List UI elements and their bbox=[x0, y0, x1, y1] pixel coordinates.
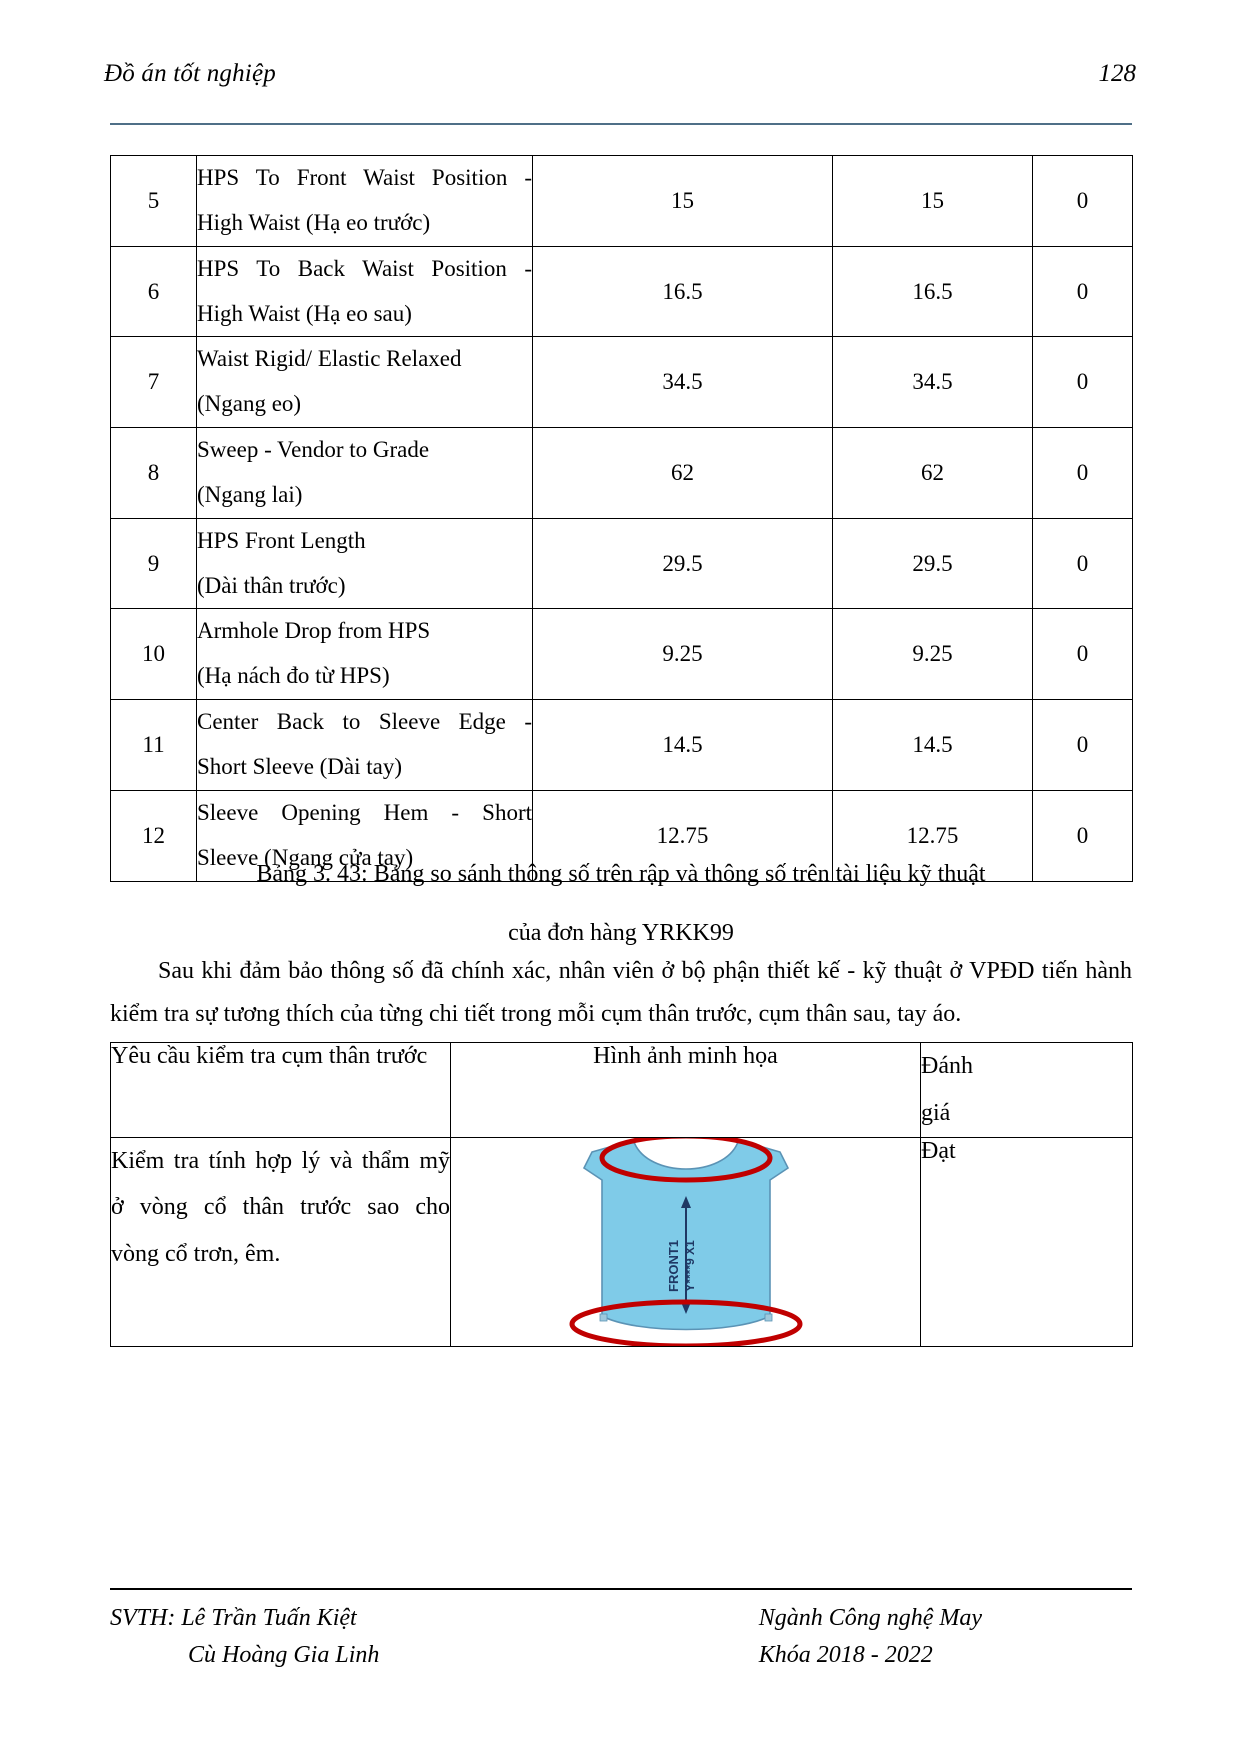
inspection-table bbox=[110, 1042, 1133, 1347]
header-evaluation-line-1: Đánh bbox=[921, 1053, 973, 1079]
page-number: 128 bbox=[1098, 60, 1136, 87]
piece-label-name: FRONT1 bbox=[665, 1239, 681, 1292]
body-paragraph: Sau khi đảm bảo thông số đã chính xác, nhân viên ở bộ phận thiết kế - kỹ thuật ở VPĐD tiến hành kiểm tra sự tương thích của từng chi tiết trong mỗi cụm thân trước, cụm thân sau, tay áo. bbox=[110, 958, 1132, 1027]
measurement-comparison-table bbox=[110, 155, 1133, 882]
header-evaluation-line-2: giá bbox=[921, 1099, 951, 1126]
value-techpack: 9.25 bbox=[833, 609, 1033, 700]
caption-line-1: Bảng 3. 43: Bảng so sánh thông số trên rập và thông số trên tài liệu kỹ thuật bbox=[256, 861, 986, 887]
value-difference: 0 bbox=[1033, 246, 1133, 337]
page-header bbox=[104, 60, 1136, 88]
row-number: 8 bbox=[111, 428, 197, 519]
value-techpack: 62 bbox=[833, 428, 1033, 519]
row-number: 11 bbox=[111, 700, 197, 791]
table-header-row bbox=[111, 1043, 1133, 1138]
value-pattern: 15 bbox=[533, 156, 833, 247]
footer-program bbox=[759, 1600, 1132, 1674]
value-pattern: 9.25 bbox=[533, 609, 833, 700]
notch-left-icon bbox=[600, 1314, 607, 1321]
footer-major: Ngành Công nghệ May bbox=[758, 1605, 982, 1631]
table-row bbox=[111, 1137, 1133, 1346]
row-number: 12 bbox=[111, 790, 197, 881]
value-pattern: 34.5 bbox=[533, 337, 833, 428]
table-caption bbox=[110, 845, 1132, 963]
desc-line-2: (Ngang lai) bbox=[197, 481, 303, 507]
desc-line-1: Sweep - Vendor to Grade bbox=[197, 437, 430, 463]
desc-line-2: (Ngang eo) bbox=[197, 391, 302, 417]
desc-line-2: Short Sleeve (Dài tay) bbox=[197, 753, 403, 779]
requirement-line-1: Kiểm tra tính hợp lý và thẩm mỹ bbox=[111, 1147, 450, 1174]
value-pattern: 62 bbox=[533, 428, 833, 519]
desc-line-1: HPS To Back Waist Position - bbox=[197, 255, 532, 281]
page-footer bbox=[110, 1600, 1132, 1674]
table-row bbox=[111, 428, 1133, 519]
row-description bbox=[197, 609, 533, 700]
table-row bbox=[111, 246, 1133, 337]
evaluation-value: Đạt bbox=[921, 1137, 1133, 1346]
requirement-line-2: ở vòng cổ thân trước sao cho bbox=[111, 1194, 450, 1221]
requirement-line-3: vòng cổ trơn, êm. bbox=[111, 1241, 281, 1268]
header-title: Đồ án tốt nghiệp bbox=[104, 60, 276, 87]
table-row bbox=[111, 337, 1133, 428]
table-row bbox=[111, 518, 1133, 609]
row-description bbox=[197, 518, 533, 609]
value-difference: 0 bbox=[1033, 156, 1133, 247]
header-requirement: Yêu cầu kiểm tra cụm thân trước bbox=[111, 1043, 451, 1138]
value-techpack: 16.5 bbox=[833, 246, 1033, 337]
value-difference: 0 bbox=[1033, 609, 1133, 700]
desc-line-1: Center Back to Sleeve Edge - bbox=[197, 709, 532, 735]
desc-line-2: (Hạ nách đo từ HPS) bbox=[197, 663, 390, 689]
garment-front-piece-svg bbox=[556, 1138, 816, 1346]
requirement-text bbox=[111, 1137, 451, 1346]
value-techpack: 14.5 bbox=[833, 700, 1033, 791]
header-evaluation bbox=[921, 1043, 1133, 1138]
row-description bbox=[197, 337, 533, 428]
row-number: 7 bbox=[111, 337, 197, 428]
value-difference: 0 bbox=[1033, 790, 1133, 881]
desc-line-1: Sleeve Opening Hem - Short bbox=[197, 799, 532, 825]
row-number: 10 bbox=[111, 609, 197, 700]
row-number: 6 bbox=[111, 246, 197, 337]
value-difference: 0 bbox=[1033, 518, 1133, 609]
header-divider bbox=[110, 123, 1132, 125]
desc-line-1: Armhole Drop from HPS bbox=[197, 618, 431, 644]
row-number: 5 bbox=[111, 156, 197, 247]
table-row bbox=[111, 700, 1133, 791]
row-description bbox=[197, 428, 533, 519]
row-description bbox=[197, 700, 533, 791]
caption-line-2: của đơn hàng YRKK99 bbox=[508, 919, 734, 946]
value-techpack: 34.5 bbox=[833, 337, 1033, 428]
notch-right-icon bbox=[765, 1314, 772, 1321]
footer-author-2: Cù Hoàng Gia Linh bbox=[188, 1642, 380, 1669]
desc-line-2: High Waist (Hạ eo sau) bbox=[197, 300, 412, 326]
value-pattern: 14.5 bbox=[533, 700, 833, 791]
value-pattern: 12.75 bbox=[533, 790, 833, 881]
value-pattern: 29.5 bbox=[533, 518, 833, 609]
footer-course: Khóa 2018 - 2022 bbox=[758, 1642, 933, 1669]
piece-label-code: Y****9 X1 bbox=[682, 1239, 697, 1292]
value-difference: 0 bbox=[1033, 337, 1133, 428]
desc-line-1: HPS Front Length bbox=[197, 527, 366, 553]
value-techpack: 15 bbox=[833, 156, 1033, 247]
front-bodice-pattern-figure bbox=[451, 1138, 920, 1346]
row-number: 9 bbox=[111, 518, 197, 609]
header-illustration: Hình ảnh minh họa bbox=[451, 1043, 921, 1138]
value-difference: 0 bbox=[1033, 700, 1133, 791]
footer-divider bbox=[110, 1588, 1132, 1590]
footer-authors bbox=[110, 1600, 379, 1674]
value-techpack: 12.75 bbox=[833, 790, 1033, 881]
footer-author-1: SVTH: Lê Trần Tuấn Kiệt bbox=[110, 1605, 357, 1631]
desc-line-1: HPS To Front Waist Position - bbox=[197, 165, 532, 190]
row-description bbox=[197, 246, 533, 337]
table-row bbox=[111, 156, 1133, 247]
desc-line-2: Sleeve (Ngang cửa tay) bbox=[197, 844, 414, 870]
value-pattern: 16.5 bbox=[533, 246, 833, 337]
row-description bbox=[197, 156, 533, 247]
desc-line-1: Waist Rigid/ Elastic Relaxed bbox=[197, 346, 462, 372]
desc-line-2: (Dài thân trước) bbox=[197, 572, 346, 598]
desc-line-2: High Waist (Hạ eo trước) bbox=[197, 209, 431, 235]
value-difference: 0 bbox=[1033, 428, 1133, 519]
table-row bbox=[111, 609, 1133, 700]
value-techpack: 29.5 bbox=[833, 518, 1033, 609]
illustration-cell bbox=[451, 1137, 921, 1346]
